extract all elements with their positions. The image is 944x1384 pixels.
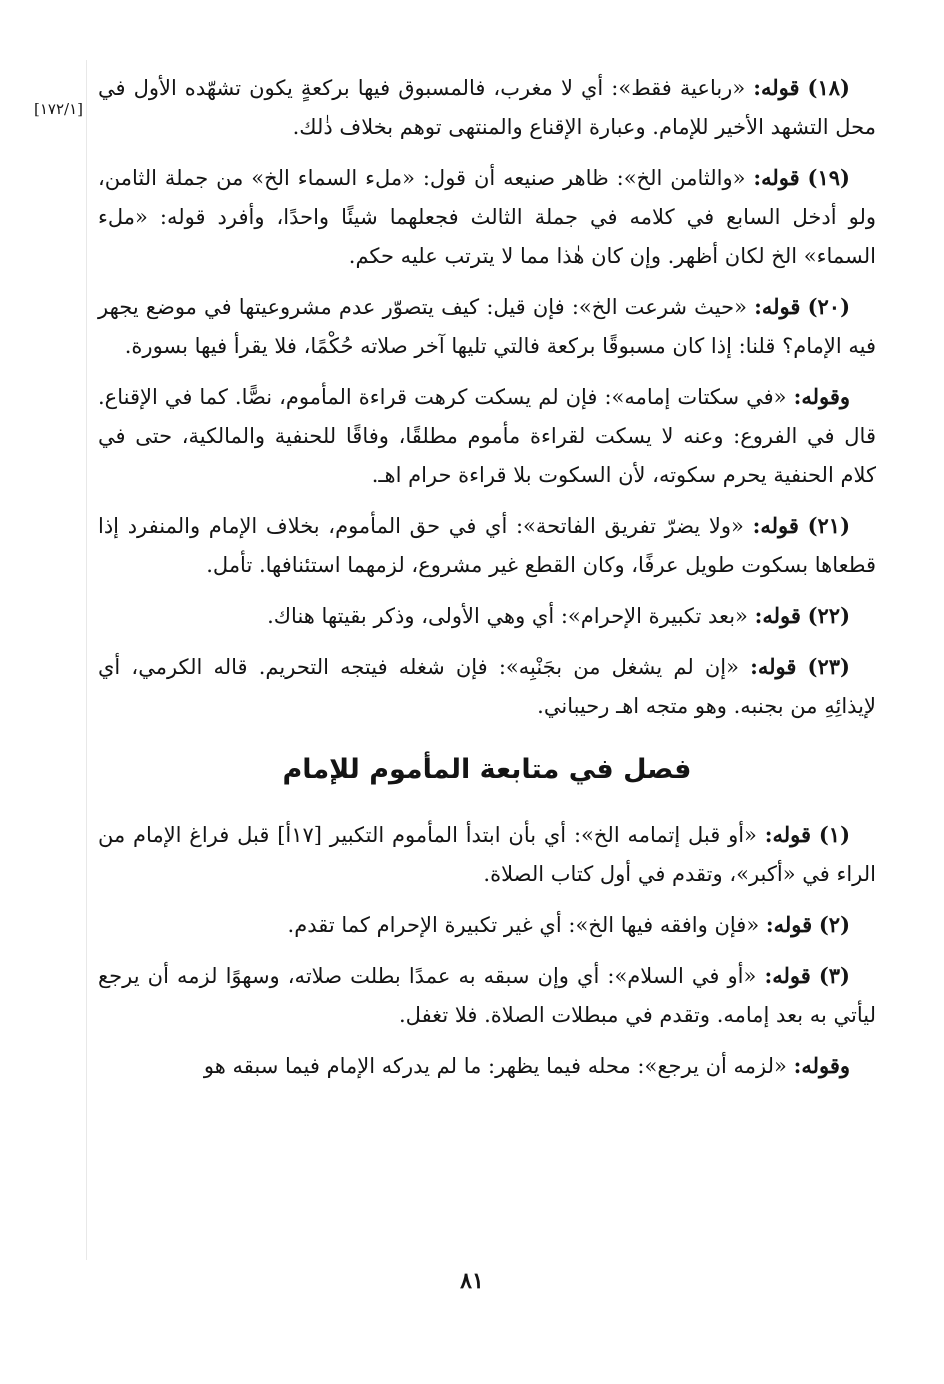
note-keyword: قوله: [753,165,800,190]
note-text: «أو قبل إتمامه الخ»: أي بأن ابتدأ المأموم التكبير [١٧أ] قبل فراغ الإمام من الراء في «أكبر»، وتقدم في أول كتاب الصلاة. [98,823,876,886]
manuscript-folio-reference: [١٧٢/١] [34,100,83,118]
note-text: «أو في السلام»: أي وإن سبقه به عمدًا بطلت صلاته، وسهوًا لزمه أن يرجع ليأتي به بعد إمامه. وتقدم في مبطلات الصلاة. فلا تغفل. [98,964,876,1027]
note-keyword: قوله: [752,513,799,538]
page-number: ٨١ [460,1268,484,1294]
note-keyword: قوله: [750,654,797,679]
note-keyword: قوله: [764,963,811,988]
note-number: (١٩) [807,165,850,190]
note-paragraph-21 [98,506,876,585]
note-number: (١) [818,822,850,847]
note-text: «رباعية فقط»: أي لا مغرب، فالمسبوق فيها بركعةٍ يكون تشهّده الأول في محل التشهد الأخير للإمام. وعبارة الإقناع والمنتهى توهم بخلاف ذٰلك. [98,76,876,139]
note-text: «حيث شرعت الخ»: فإن قيل: كيف يتصوّر عدم مشروعيتها في موضع يجهر فيه الإمام؟ قلنا: إذا كان مسبوقًا بركعة فالتي تليها آخر صلاته حُكْمًا، فلا يقرأ فيها بسورة. [98,295,876,358]
note-number: (٢) [818,912,850,937]
section-note-2 [98,905,876,945]
note-text: «والثامن الخ»: ظاهر صنيعه أن قول: «ملء السماء الخ» من جملة الثامن، ولو أدخل السابع في كلامه في جملة الثالث فجعلهما شيئًا واحدًا، وأفرد قوله: «ملء السماء» الخ لكان أظهر. وإن كان هٰذا مما لا يترتب عليه حكم. [98,166,876,268]
note-number: (٢٣) [807,654,850,679]
document-page [98,68,876,1097]
page-margin-rule [86,60,87,1260]
section-heading: فصل في متابعة المأموم للإمام [282,754,692,785]
note-text: «إن لم يشغل من بجَنْبِه»: فإن شغله فيتجه التحريم. قاله الكرمي، أي لإيذائِهِ من بجنبه. وهو متجه اهـ رحيباني. [98,655,876,718]
note-keyword: قوله: [753,75,800,100]
note-text: «ولا يضرّ تفريق الفاتحة»: أي في حق المأموم، بخلاف الإمام والمنفرد إذا قطعاها بسكوت طويل عرفًا، وكان القطع غير مشروع، لزمهما استئنافها. تأمل. [98,514,876,577]
note-paragraph-18 [98,68,876,147]
note-keyword: قوله: [765,912,813,937]
note-text: «بعد تكبيرة الإحرام»: أي وهي الأولى، وذكر بقيتها هناك. [267,604,748,628]
note-number: (٣) [818,963,850,988]
note-number: (١٨) [807,75,850,100]
note-keyword: قوله: [764,822,812,847]
note-text: «فإن وافقه فيها الخ»: أي غير تكبيرة الإحرام كما تقدم. [287,913,760,937]
note-paragraph-23 [98,647,876,726]
note-keyword: وقوله: [793,1053,850,1078]
note-paragraph-22 [98,596,876,636]
section-note-3-continued [98,1046,876,1086]
note-keyword: قوله: [754,294,801,319]
section-note-1 [98,815,876,894]
note-keyword: وقوله: [793,384,850,409]
note-paragraph-20-continued [98,377,876,495]
note-keyword: قوله: [754,603,801,628]
note-text: «في سكتات إمامه»: فإن لم يسكت كرهت قراءة المأموم، نصًّا. كما في الإقناع. قال في الفروع: وعنه لا يسكت لقراءة مأموم مطلقًا، وفاقًا للحنفية والمالكية، حتى في كلام الحنفية يحرم سكوته، لأن السكوت بلا قراءة حرام اهـ. [98,385,876,487]
note-text: «لزمه أن يرجع»: محله فيما يظهر: ما لم يدركه الإمام فيما سبقه هو [203,1054,787,1078]
section-note-3 [98,956,876,1035]
note-number: (٢٢) [807,603,850,628]
note-number: (٢١) [807,513,850,538]
note-number: (٢٠) [807,294,850,319]
note-paragraph-19 [98,158,876,276]
note-paragraph-20 [98,287,876,366]
